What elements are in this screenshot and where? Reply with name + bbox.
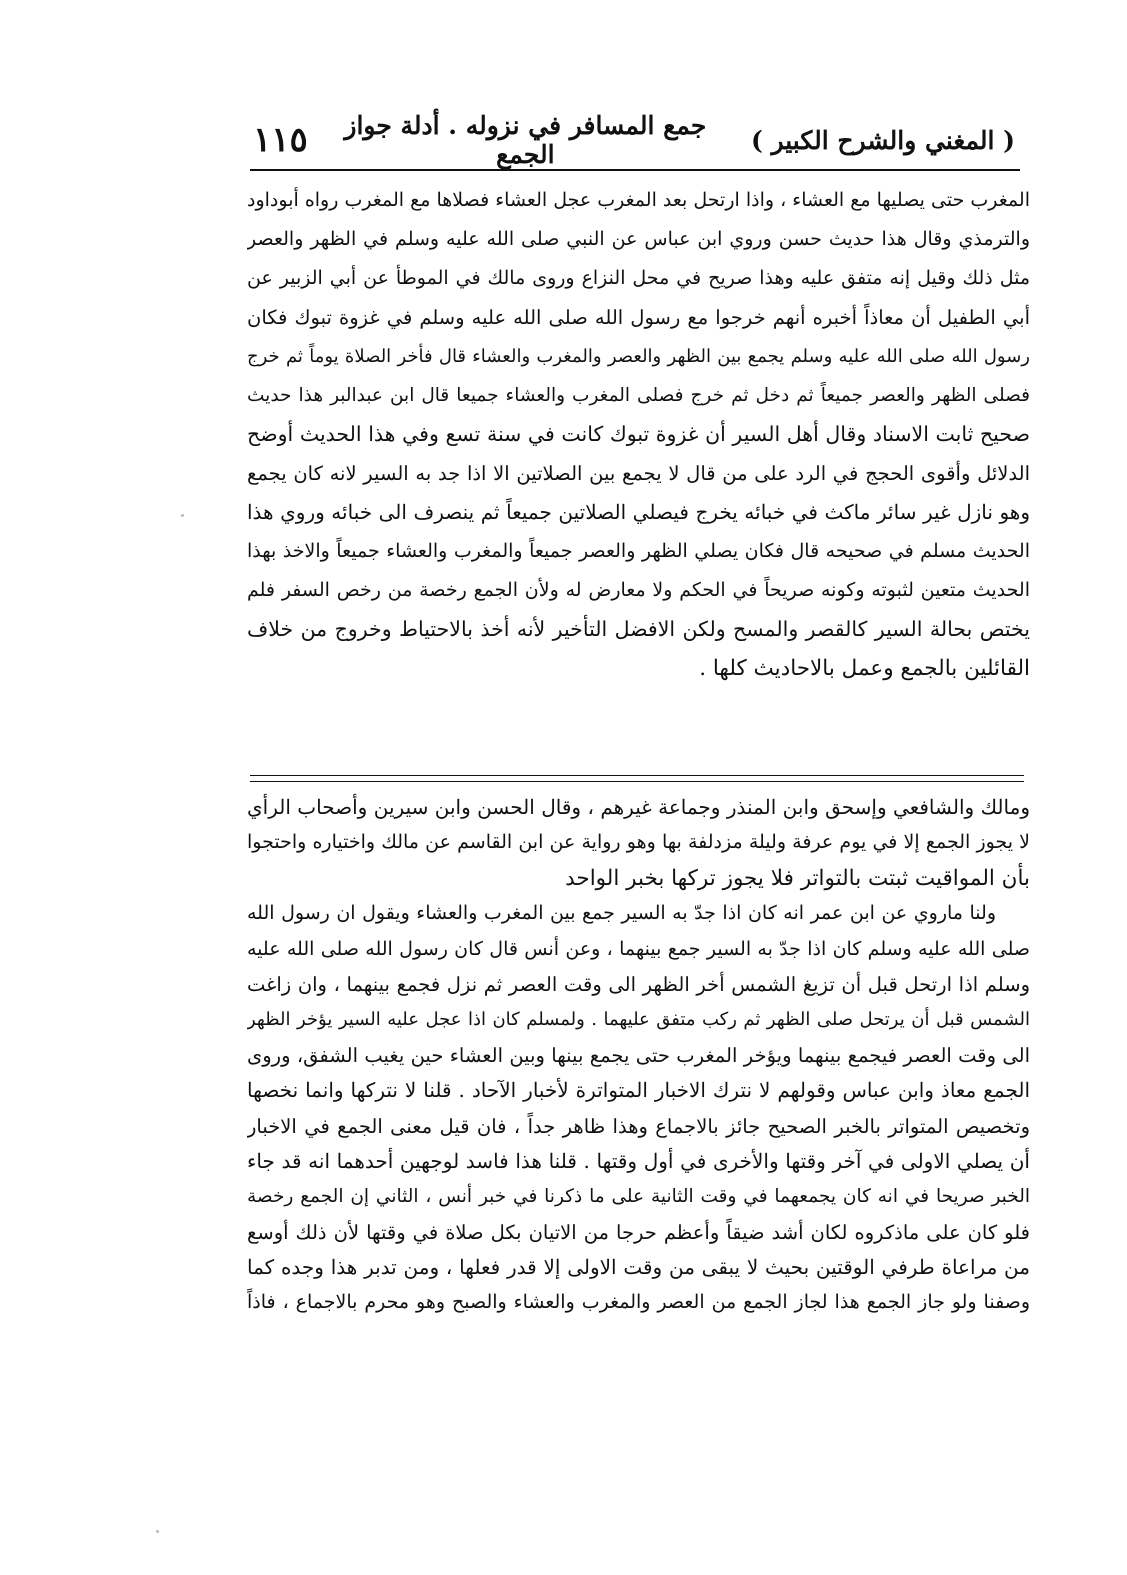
text-line: الى وقت العصر فيجمع بينهما ويؤخر المغرب حتى يجمع بينها وبين العشاء حين يغيب الشفق، وروى — [247, 1043, 1030, 1067]
commentary-text — [247, 790, 1030, 1321]
text-line: الجمع معاذ وابن عباس وقولهم لا نترك الاخبار المتواترة لأخبار الآحاد . قلنا لا نتركها وانما نخصها — [247, 1078, 1030, 1103]
text-line: بأن المواقيت ثبتت بالتواتر فلا يجوز تركها بخبر الواحد — [565, 865, 1030, 891]
text-line: وهو نازل غير سائر ماكث في خبائه يخرج فيصلي الصلاتين جميعاً ثم ينصرف الى خبائه وروي هذا — [247, 500, 1030, 524]
text-line: الخبر صريحا في انه كان يجمعهما في وقت الثانية على ما ذكرنا في خبر أنس ، الثاني إن الجمع رخصة — [247, 1186, 1030, 1208]
text-line: من مراعاة طرفي الوقتين بحيث لا يبقى من وقت الاولى إلا قدر فعلها ، ومن تدبر هذا وجده كما — [247, 1255, 1030, 1280]
scan-speck — [156, 1530, 159, 1533]
text-line: يختص بحالة السير كالقصر والمسح ولكن الافضل التأخير لأنه أخذ بالاحتياط وخروج من خلاف — [247, 617, 1030, 641]
text-line: لا يجوز الجمع إلا في يوم عرفة وليلة مزدلفة بها وهو رواية عن ابن القاسم عن مالك واختياره واحتجوا — [247, 831, 1030, 854]
text-line: وتخصيص المتواتر بالخبر الصحيح جائز بالاجماع وهذا ظاهر جداً ، فان قيل معنى الجمع في الاخبار — [247, 1114, 1030, 1138]
text-line: الدلائل وأقوى الحجج في الرد على من قال لا يجمع بين الصلاتين الا اذا جد به السير لانه كان يجمع — [247, 462, 1030, 485]
text-line: الحديث مسلم في صحيحه قال فكان يصلي الظهر والعصر جميعاً والمغرب والعشاء جميعاً والاخذ بهذا — [247, 540, 1030, 562]
page-header — [253, 111, 1015, 169]
scan-speck — [181, 514, 184, 517]
text-line: الشمس قبل أن يرتحل صلى الظهر ثم ركب متفق عليهما . ولمسلم كان اذا عجل عليه السير يؤخر الظهر — [247, 1009, 1030, 1031]
section-divider — [250, 781, 1024, 782]
section-divider — [250, 775, 1024, 776]
text-line: القائلين بالجمع وعمل بالاحاديث كلها . — [699, 656, 1030, 681]
text-line: أن يصلي الاولى في آخر وقتها والأخرى في أول وقتها . قلنا هذا فاسد لوجهين أحدهما انه قد جاء — [247, 1148, 1030, 1173]
text-line: المغرب حتى يصليها مع العشاء ، واذا ارتحل بعد المغرب عجل العشاء فصلاها مع المغرب رواه أبوداود — [247, 189, 1030, 211]
text-line: أبي الطفيل أن معاذاً أخبره أنهم خرجوا مع رسول الله صلى الله عليه وسلم في غزوة تبوك فكان — [247, 306, 1030, 329]
main-text — [247, 181, 1030, 688]
text-line: فلو كان على ماذكروه لكان أشد ضيقاً وأعظم حرجا من الاتيان بكل صلاة في وقتها لأن ذلك أوسع — [247, 1220, 1030, 1244]
text-line: ولنا ماروي عن ابن عمر انه كان اذا جدّ به السير جمع بين المغرب والعشاء ويقول ان رسول الله — [247, 902, 996, 925]
text-line: فصلى الظهر والعصر جميعاً ثم دخل ثم خرج فصلى المغرب والعشاء جميعا قال ابن عبدالبر هذا حديث — [247, 385, 1030, 406]
header-rule — [250, 169, 1020, 171]
text-line: صلى الله عليه وسلم كان اذا جدّ به السير جمع بينهما ، وعن أنس قال كان رسول الله صلى الله عليه — [247, 937, 1030, 960]
text-line: وصفنا ولو جاز الجمع هذا لجاز الجمع من العصر والمغرب والعشاء والصبح وهو محرم بالاجماع ، فاذاً — [247, 1291, 1030, 1314]
text-line: الحديث متعين لثبوته وكونه صريحاً في الحكم ولا معارض له ولأن الجمع رخصة من رخص السفر فلم — [247, 579, 1030, 601]
text-line: والترمذي وقال هذا حديث حسن وروي ابن عباس عن النبي صلى الله عليه وسلم في الظهر والعصر — [247, 228, 1030, 250]
text-line: رسول الله صلى الله عليه وسلم يجمع بين الظهر والعصر والمغرب والعشاء قال فأخر الصلاة يوماً ثم خرج — [247, 346, 1030, 367]
text-line: ومالك والشافعي وإسحق وابن المنذر وجماعة غيرهم ، وقال الحسن وابن سيرين وأصحاب الرأي — [247, 795, 1030, 819]
book-title: ( المغني والشرح الكبير ) — [750, 125, 1015, 155]
text-line: وسلم اذا ارتحل قبل أن تزيغ الشمس أخر الظهر الى وقت العصر ثم نزل فجمع بينهما ، وان زاغت — [247, 972, 1030, 996]
page-number: ١١٥ — [253, 120, 308, 160]
text-line: صحيح ثابت الاسناد وقال أهل السير أن غزوة تبوك كانت في سنة تسع وفي هذا الحديث أوضح — [247, 422, 1030, 446]
chapter-title: جمع المسافر في نزوله . أدلة جواز الجمع — [344, 111, 707, 169]
text-line: مثل ذلك وقيل إنه متفق عليه وهذا صريح في محل النزاع وروى مالك في الموطأ عن أبي الزبير عن — [247, 267, 1030, 289]
